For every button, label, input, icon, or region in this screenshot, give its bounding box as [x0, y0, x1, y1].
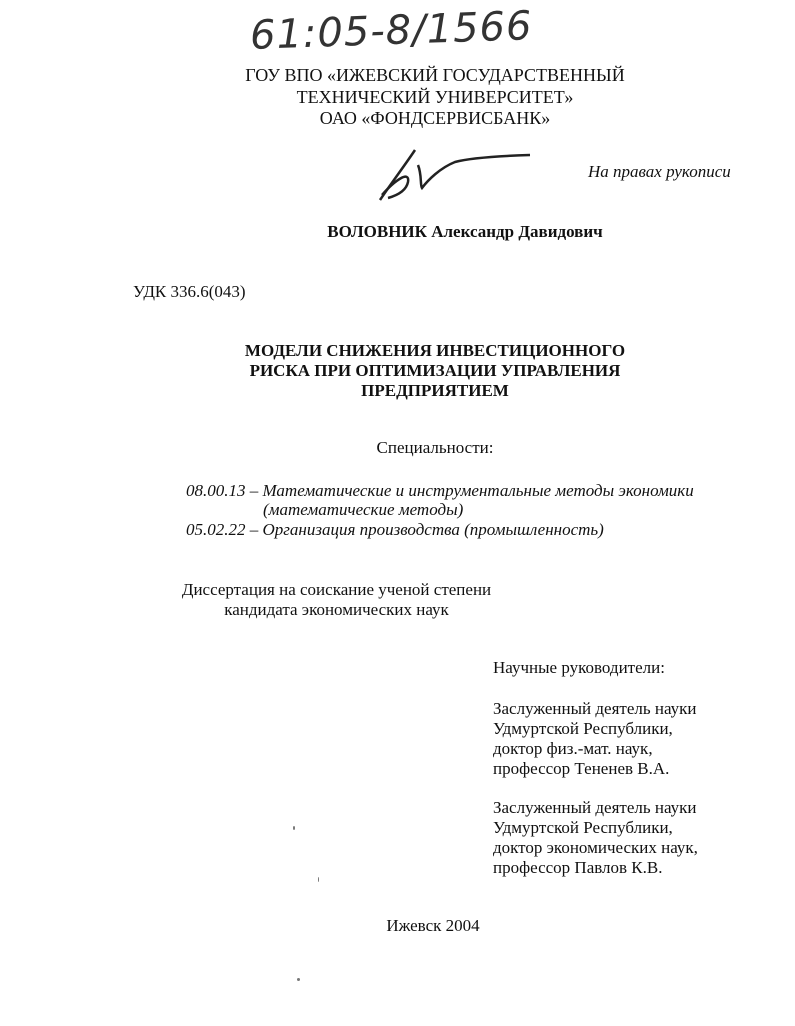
udk-code: УДК 336.6(043): [133, 282, 246, 301]
supervisor-2-line-4: профессор Павлов К.В.: [493, 858, 663, 877]
dissertation-line-1: Диссертация на соискание ученой степени: [181, 580, 492, 599]
author-name: ВОЛОВНИК Александр Давидович: [327, 222, 603, 241]
specialty-1: 08.00.13 – Математические и инструментальные методы экономики: [186, 481, 694, 500]
supervisor-2-line-3: доктор экономических наук,: [493, 838, 698, 857]
supervisor-2-line-1: Заслуженный деятель науки: [493, 798, 697, 817]
supervisor-2-line-2: Удмуртской Республики,: [493, 818, 673, 837]
supervisor-1-line-1: Заслуженный деятель науки: [493, 699, 697, 718]
supervisor-1-line-4: профессор Тененев В.А.: [493, 759, 670, 778]
specialty-1-detail: (математические методы): [263, 500, 464, 519]
archive-number: 61:05-8/1566: [249, 3, 534, 59]
scan-speck: [297, 978, 300, 981]
title-line-1: МОДЕЛИ СНИЖЕНИЯ ИНВЕСТИЦИОННОГО: [244, 341, 626, 360]
manuscript-rights-note: На правах рукописи: [588, 162, 731, 181]
dissertation-line-2: кандидата экономических наук: [224, 600, 449, 619]
signature-icon: [360, 140, 540, 210]
supervisor-1-line-2: Удмуртской Республики,: [493, 719, 673, 738]
title-line-2: РИСКА ПРИ ОПТИМИЗАЦИИ УПРАВЛЕНИЯ: [249, 361, 621, 380]
scan-speck: [318, 877, 319, 882]
supervisor-1-line-3: доктор физ.-мат. наук,: [493, 739, 653, 758]
supervisors-heading: Научные руководители:: [493, 658, 665, 677]
title-line-3: ПРЕДПРИЯТИЕМ: [361, 381, 509, 400]
organization-line-1: ГОУ ВПО «ИЖЕВСКИЙ ГОСУДАРСТВЕННЫЙ: [245, 65, 625, 85]
specialties-heading: Специальности:: [376, 438, 494, 457]
specialty-2: 05.02.22 – Организация производства (промышленность): [186, 520, 604, 539]
organization-line-2: ТЕХНИЧЕСКИЙ УНИВЕРСИТЕТ»: [296, 87, 574, 107]
city-year: Ижевск 2004: [386, 916, 480, 935]
organization-line-3: ОАО «ФОНДСЕРВИСБАНК»: [319, 108, 551, 128]
scan-speck: [293, 826, 295, 830]
